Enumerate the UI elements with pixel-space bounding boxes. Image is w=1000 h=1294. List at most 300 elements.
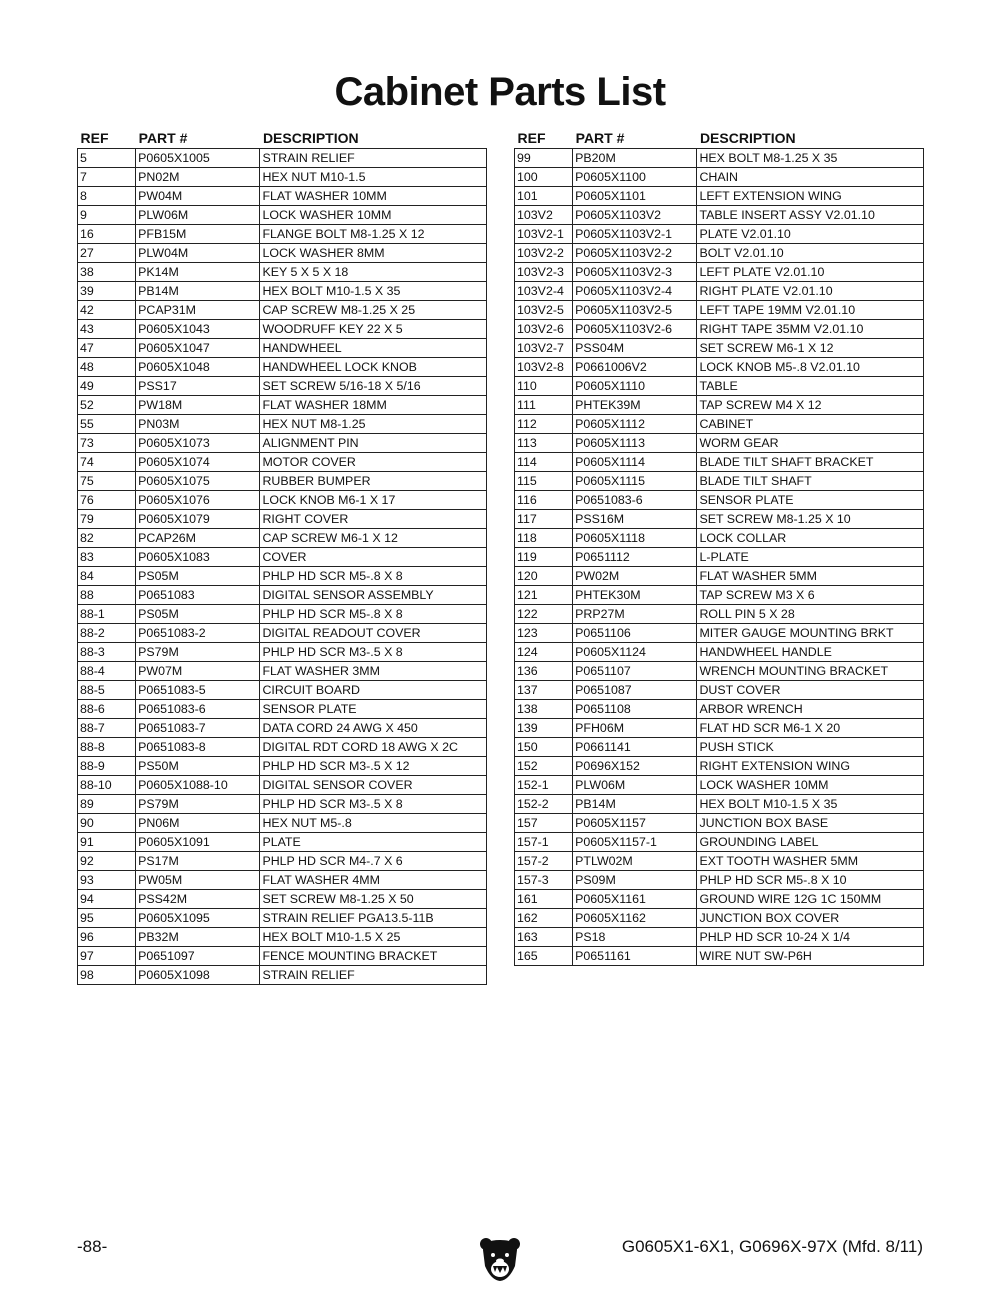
description-cell: PHLP HD SCR M3-.5 X 8 — [260, 795, 487, 814]
table-row — [78, 206, 487, 225]
ref-cell: 79 — [78, 510, 136, 529]
ref-cell: 122 — [515, 605, 573, 624]
description-cell: GROUND WIRE 12G 1C 150MM — [697, 890, 924, 909]
description-cell: JUNCTION BOX COVER — [697, 909, 924, 928]
part-number-cell: P0605X1157 — [573, 814, 697, 833]
ref-cell: 83 — [78, 548, 136, 567]
ref-cell: 88-9 — [78, 757, 136, 776]
description-cell: CAP SCREW M6-1 X 12 — [260, 529, 487, 548]
description-cell: STRAIN RELIEF PGA13.5-11B — [260, 909, 487, 928]
table-row — [515, 890, 924, 909]
part-number-cell: PB14M — [573, 795, 697, 814]
table-row — [515, 244, 924, 263]
description-cell: LEFT TAPE 19MM V2.01.10 — [697, 301, 924, 320]
ref-cell: 48 — [78, 358, 136, 377]
table-row — [515, 719, 924, 738]
part-number-cell: P0605X1047 — [136, 339, 260, 358]
part-number-cell: P0651083 — [136, 586, 260, 605]
ref-cell: 88-3 — [78, 643, 136, 662]
table-row — [78, 225, 487, 244]
ref-cell: 38 — [78, 263, 136, 282]
part-number-cell: PS05M — [136, 605, 260, 624]
table-row — [78, 852, 487, 871]
ref-cell: 161 — [515, 890, 573, 909]
ref-cell: 114 — [515, 453, 573, 472]
part-number-cell: P0651087 — [573, 681, 697, 700]
description-cell: EXT TOOTH WASHER 5MM — [697, 852, 924, 871]
part-number-cell: PLW04M — [136, 244, 260, 263]
table-row — [78, 624, 487, 643]
table-row — [515, 738, 924, 757]
model-info: G0605X1-6X1, G0696X-97X (Mfd. 8/11) — [621, 1237, 923, 1256]
table-row — [515, 206, 924, 225]
ref-cell: 103V2-3 — [515, 263, 573, 282]
description-cell: PLATE — [260, 833, 487, 852]
description-cell: PHLP HD SCR M3-.5 X 8 — [260, 643, 487, 662]
ref-cell: 88 — [78, 586, 136, 605]
ref-cell: 157 — [515, 814, 573, 833]
description-cell: PUSH STICK — [697, 738, 924, 757]
table-row — [515, 548, 924, 567]
ref-cell: 123 — [515, 624, 573, 643]
part-number-cell: PSS42M — [136, 890, 260, 909]
table-row — [78, 586, 487, 605]
description-cell: HEX NUT M8-1.25 — [260, 415, 487, 434]
table-row — [78, 814, 487, 833]
ref-cell: 103V2-7 — [515, 339, 573, 358]
ref-cell: 91 — [78, 833, 136, 852]
table-row — [515, 168, 924, 187]
table-row — [515, 605, 924, 624]
part-number-cell: P0651112 — [573, 548, 697, 567]
table-row — [78, 681, 487, 700]
ref-cell: 88-7 — [78, 719, 136, 738]
table-row — [78, 339, 487, 358]
description-cell: LEFT EXTENSION WING — [697, 187, 924, 206]
part-number-cell: PFH06M — [573, 719, 697, 738]
description-cell: RUBBER BUMPER — [260, 472, 487, 491]
description-cell: HEX BOLT M10-1.5 X 25 — [260, 928, 487, 947]
part-number-cell: P0651106 — [573, 624, 697, 643]
table-row — [515, 643, 924, 662]
table-row — [78, 510, 487, 529]
ref-cell: 88-8 — [78, 738, 136, 757]
part-number-cell: P0605X1073 — [136, 434, 260, 453]
table-row — [78, 282, 487, 301]
description-cell: STRAIN RELIEF — [260, 149, 487, 168]
table-row — [78, 301, 487, 320]
part-number-cell: P0605X1103V2-4 — [573, 282, 697, 301]
table-row — [515, 795, 924, 814]
ref-cell: 157-2 — [515, 852, 573, 871]
part-number-cell: PS17M — [136, 852, 260, 871]
part-number-cell: PS18 — [573, 928, 697, 947]
description-cell: WOODRUFF KEY 22 X 5 — [260, 320, 487, 339]
ref-cell: 118 — [515, 529, 573, 548]
part-number-cell: P0605X1113 — [573, 434, 697, 453]
ref-cell: 150 — [515, 738, 573, 757]
description-cell: HANDWHEEL — [260, 339, 487, 358]
part-number-cell: PW05M — [136, 871, 260, 890]
part-number-cell: PRP27M — [573, 605, 697, 624]
table-row — [78, 358, 487, 377]
description-cell: LOCK KNOB M5-.8 V2.01.10 — [697, 358, 924, 377]
part-number-cell: PS79M — [136, 643, 260, 662]
table-row — [78, 472, 487, 491]
ref-cell: 7 — [78, 168, 136, 187]
part-number-cell: PLW06M — [573, 776, 697, 795]
description-cell: PHLP HD SCR M5-.8 X 8 — [260, 567, 487, 586]
description-cell: PHLP HD SCR M5-.8 X 8 — [260, 605, 487, 624]
table-row — [78, 757, 487, 776]
ref-cell: 49 — [78, 377, 136, 396]
table-row — [78, 966, 487, 985]
description-cell: CIRCUIT BOARD — [260, 681, 487, 700]
description-cell: HEX BOLT M8-1.25 X 35 — [697, 149, 924, 168]
part-number-cell: PW07M — [136, 662, 260, 681]
ref-cell: 89 — [78, 795, 136, 814]
table-row — [78, 947, 487, 966]
description-cell: FLAT WASHER 18MM — [260, 396, 487, 415]
ref-cell: 47 — [78, 339, 136, 358]
part-number-cell: P0605X1110 — [573, 377, 697, 396]
ref-cell: 152-2 — [515, 795, 573, 814]
part-column-header: PART # — [138, 130, 188, 146]
part-number-cell: PB20M — [573, 149, 697, 168]
part-column-header: PART # — [575, 130, 625, 146]
ref-cell: 124 — [515, 643, 573, 662]
part-number-cell: P0605X1088-10 — [136, 776, 260, 795]
ref-cell: 73 — [78, 434, 136, 453]
ref-cell: 52 — [78, 396, 136, 415]
ref-cell: 103V2-4 — [515, 282, 573, 301]
table-row — [515, 472, 924, 491]
part-number-cell: PLW06M — [136, 206, 260, 225]
description-cell: SET SCREW M8-1.25 X 10 — [697, 510, 924, 529]
part-number-cell: P0605X1162 — [573, 909, 697, 928]
description-cell: WIRE NUT SW-P6H — [697, 947, 924, 966]
description-cell: FLAT WASHER 3MM — [260, 662, 487, 681]
part-number-cell: P0605X1005 — [136, 149, 260, 168]
table-row — [515, 776, 924, 795]
table-row — [515, 662, 924, 681]
description-cell: FLANGE BOLT M8-1.25 X 12 — [260, 225, 487, 244]
ref-cell: 74 — [78, 453, 136, 472]
parts-table-right-body — [515, 149, 924, 966]
ref-cell: 100 — [515, 168, 573, 187]
ref-cell: 39 — [78, 282, 136, 301]
ref-cell: 157-3 — [515, 871, 573, 890]
description-cell: SET SCREW M6-1 X 12 — [697, 339, 924, 358]
part-number-cell: PW04M — [136, 187, 260, 206]
ref-cell: 103V2 — [515, 206, 573, 225]
description-column-header: DESCRIPTION — [262, 130, 359, 146]
ref-column-header: REF — [517, 130, 546, 146]
description-cell: LEFT PLATE V2.01.10 — [697, 263, 924, 282]
table-row — [515, 624, 924, 643]
description-cell: PHLP HD SCR M3-.5 X 12 — [260, 757, 487, 776]
table-row — [78, 833, 487, 852]
description-cell: FLAT WASHER 10MM — [260, 187, 487, 206]
ref-cell: 111 — [515, 396, 573, 415]
description-cell: HEX BOLT M10-1.5 X 35 — [260, 282, 487, 301]
part-number-cell: PFB15M — [136, 225, 260, 244]
table-row — [515, 225, 924, 244]
ref-cell: 92 — [78, 852, 136, 871]
table-row — [515, 757, 924, 776]
ref-column-header: REF — [80, 130, 109, 146]
part-number-cell: P0651083-5 — [136, 681, 260, 700]
table-row — [515, 377, 924, 396]
ref-cell: 112 — [515, 415, 573, 434]
ref-cell: 152 — [515, 757, 573, 776]
description-cell: GROUNDING LABEL — [697, 833, 924, 852]
description-cell: HEX NUT M5-.8 — [260, 814, 487, 833]
ref-cell: 16 — [78, 225, 136, 244]
part-number-cell: P0651107 — [573, 662, 697, 681]
part-number-cell: P0605X1103V2-2 — [573, 244, 697, 263]
ref-cell: 93 — [78, 871, 136, 890]
ref-cell: 136 — [515, 662, 573, 681]
description-cell: SET SCREW 5/16-18 X 5/16 — [260, 377, 487, 396]
description-cell: ROLL PIN 5 X 28 — [697, 605, 924, 624]
ref-cell: 95 — [78, 909, 136, 928]
ref-cell: 110 — [515, 377, 573, 396]
ref-cell: 88-1 — [78, 605, 136, 624]
description-cell: RIGHT EXTENSION WING — [697, 757, 924, 776]
description-cell: CAP SCREW M8-1.25 X 25 — [260, 301, 487, 320]
table-row — [78, 168, 487, 187]
table-row — [515, 510, 924, 529]
parts-table-left-body — [78, 149, 487, 985]
table-row — [515, 358, 924, 377]
part-number-cell: P0605X1115 — [573, 472, 697, 491]
description-cell: COVER — [260, 548, 487, 567]
table-row — [515, 928, 924, 947]
ref-cell: 162 — [515, 909, 573, 928]
part-number-cell: P0605X1103V2-5 — [573, 301, 697, 320]
description-column-header: DESCRIPTION — [699, 130, 796, 146]
description-cell: SENSOR PLATE — [260, 700, 487, 719]
ref-cell: 5 — [78, 149, 136, 168]
table-row — [515, 434, 924, 453]
part-number-cell: P0651083-7 — [136, 719, 260, 738]
ref-cell: 88-2 — [78, 624, 136, 643]
parts-table-right — [514, 128, 924, 966]
table-row — [78, 453, 487, 472]
part-number-cell: PB32M — [136, 928, 260, 947]
part-number-cell: PB14M — [136, 282, 260, 301]
part-number-cell: P0605X1103V2-3 — [573, 263, 697, 282]
description-cell: LOCK WASHER 10MM — [697, 776, 924, 795]
description-cell: HANDWHEEL LOCK KNOB — [260, 358, 487, 377]
part-number-cell: P0661006V2 — [573, 358, 697, 377]
description-cell: HEX NUT M10-1.5 — [260, 168, 487, 187]
part-number-cell: P0651108 — [573, 700, 697, 719]
table-row — [515, 187, 924, 206]
part-number-cell: P0605X1124 — [573, 643, 697, 662]
description-cell: RIGHT COVER — [260, 510, 487, 529]
table-row — [515, 871, 924, 890]
ref-cell: 98 — [78, 966, 136, 985]
description-cell: RIGHT PLATE V2.01.10 — [697, 282, 924, 301]
part-number-cell: P0696X152 — [573, 757, 697, 776]
table-row — [78, 263, 487, 282]
table-row — [78, 795, 487, 814]
page-number: -88- — [77, 1237, 108, 1256]
description-cell: SENSOR PLATE — [697, 491, 924, 510]
ref-cell: 103V2-5 — [515, 301, 573, 320]
table-row — [515, 529, 924, 548]
table-row — [78, 149, 487, 168]
ref-cell: 82 — [78, 529, 136, 548]
description-cell: TABLE INSERT ASSY V2.01.10 — [697, 206, 924, 225]
table-row — [78, 871, 487, 890]
part-number-cell: PN06M — [136, 814, 260, 833]
ref-cell: 103V2-1 — [515, 225, 573, 244]
table-row — [78, 890, 487, 909]
description-cell: PHLP HD SCR M4-.7 X 6 — [260, 852, 487, 871]
ref-cell: 88-10 — [78, 776, 136, 795]
part-number-cell: PTLW02M — [573, 852, 697, 871]
ref-cell: 163 — [515, 928, 573, 947]
table-row — [78, 662, 487, 681]
ref-cell: 42 — [78, 301, 136, 320]
ref-cell: 43 — [78, 320, 136, 339]
description-cell: TAP SCREW M3 X 6 — [697, 586, 924, 605]
description-cell: LOCK COLLAR — [697, 529, 924, 548]
ref-cell: 27 — [78, 244, 136, 263]
part-number-cell: P0605X1161 — [573, 890, 697, 909]
part-number-cell: PN03M — [136, 415, 260, 434]
ref-cell: 88-4 — [78, 662, 136, 681]
ref-cell: 138 — [515, 700, 573, 719]
part-number-cell: PS09M — [573, 871, 697, 890]
part-number-cell: P0661141 — [573, 738, 697, 757]
table-row — [78, 548, 487, 567]
part-number-cell: PSS17 — [136, 377, 260, 396]
ref-cell: 103V2-8 — [515, 358, 573, 377]
part-number-cell: PW18M — [136, 396, 260, 415]
table-row — [515, 149, 924, 168]
description-cell: DATA CORD 24 AWG X 450 — [260, 719, 487, 738]
ref-cell: 90 — [78, 814, 136, 833]
table-row — [515, 814, 924, 833]
table-row — [78, 434, 487, 453]
ref-cell: 75 — [78, 472, 136, 491]
table-row — [78, 244, 487, 263]
table-header-row — [78, 128, 487, 149]
description-cell: WORM GEAR — [697, 434, 924, 453]
page-title: Cabinet Parts List — [334, 70, 666, 114]
part-number-cell: PCAP31M — [136, 301, 260, 320]
ref-cell: 101 — [515, 187, 573, 206]
description-cell: LOCK WASHER 8MM — [260, 244, 487, 263]
table-row — [515, 586, 924, 605]
part-number-cell: P0605X1118 — [573, 529, 697, 548]
part-number-cell: P0605X1098 — [136, 966, 260, 985]
table-row — [78, 719, 487, 738]
part-number-cell: PS50M — [136, 757, 260, 776]
part-number-cell: PHTEK30M — [573, 586, 697, 605]
description-cell: MOTOR COVER — [260, 453, 487, 472]
ref-cell: 8 — [78, 187, 136, 206]
part-number-cell: P0605X1103V2-6 — [573, 320, 697, 339]
description-cell: HEX BOLT M10-1.5 X 35 — [697, 795, 924, 814]
part-number-cell: PCAP26M — [136, 529, 260, 548]
table-header-row — [515, 128, 924, 149]
description-cell: BLADE TILT SHAFT — [697, 472, 924, 491]
table-row — [515, 700, 924, 719]
table-row — [515, 947, 924, 966]
table-row — [78, 415, 487, 434]
table-row — [78, 187, 487, 206]
description-cell: ARBOR WRENCH — [697, 700, 924, 719]
ref-cell: 55 — [78, 415, 136, 434]
table-row — [515, 415, 924, 434]
part-number-cell: P0651083-6 — [573, 491, 697, 510]
part-number-cell: P0605X1157-1 — [573, 833, 697, 852]
part-number-cell: P0605X1091 — [136, 833, 260, 852]
description-cell: FLAT WASHER 4MM — [260, 871, 487, 890]
description-cell: MITER GAUGE MOUNTING BRKT — [697, 624, 924, 643]
table-row — [515, 909, 924, 928]
table-row — [78, 909, 487, 928]
ref-cell: 115 — [515, 472, 573, 491]
description-cell: PLATE V2.01.10 — [697, 225, 924, 244]
part-number-cell: P0605X1043 — [136, 320, 260, 339]
part-number-cell: P0605X1083 — [136, 548, 260, 567]
part-number-cell: P0605X1103V2 — [573, 206, 697, 225]
part-number-cell: PSS16M — [573, 510, 697, 529]
part-number-cell: P0651083-6 — [136, 700, 260, 719]
description-cell: CABINET — [697, 415, 924, 434]
description-cell: DIGITAL SENSOR COVER — [260, 776, 487, 795]
part-number-cell: P0605X1112 — [573, 415, 697, 434]
description-cell: FLAT WASHER 5MM — [697, 567, 924, 586]
ref-cell: 76 — [78, 491, 136, 510]
table-row — [515, 396, 924, 415]
part-number-cell: PSS04M — [573, 339, 697, 358]
part-number-cell: P0605X1101 — [573, 187, 697, 206]
ref-cell: 119 — [515, 548, 573, 567]
description-cell: RIGHT TAPE 35MM V2.01.10 — [697, 320, 924, 339]
part-number-cell: P0605X1114 — [573, 453, 697, 472]
table-row — [515, 263, 924, 282]
ref-cell: 96 — [78, 928, 136, 947]
table-row — [515, 491, 924, 510]
ref-cell: 84 — [78, 567, 136, 586]
description-cell: KEY 5 X 5 X 18 — [260, 263, 487, 282]
ref-cell: 88-6 — [78, 700, 136, 719]
description-cell: SET SCREW M8-1.25 X 50 — [260, 890, 487, 909]
table-row — [78, 529, 487, 548]
part-number-cell: P0605X1079 — [136, 510, 260, 529]
part-number-cell: P0605X1095 — [136, 909, 260, 928]
description-cell: FLAT HD SCR M6-1 X 20 — [697, 719, 924, 738]
table-row — [78, 396, 487, 415]
description-cell: STRAIN RELIEF — [260, 966, 487, 985]
table-row — [515, 339, 924, 358]
description-cell: DIGITAL RDT CORD 18 AWG X 2C — [260, 738, 487, 757]
part-number-cell: P0651083-2 — [136, 624, 260, 643]
description-cell: L-PLATE — [697, 548, 924, 567]
description-cell: JUNCTION BOX BASE — [697, 814, 924, 833]
table-row — [78, 928, 487, 947]
ref-cell: 9 — [78, 206, 136, 225]
ref-cell: 139 — [515, 719, 573, 738]
part-number-cell: P0651161 — [573, 947, 697, 966]
